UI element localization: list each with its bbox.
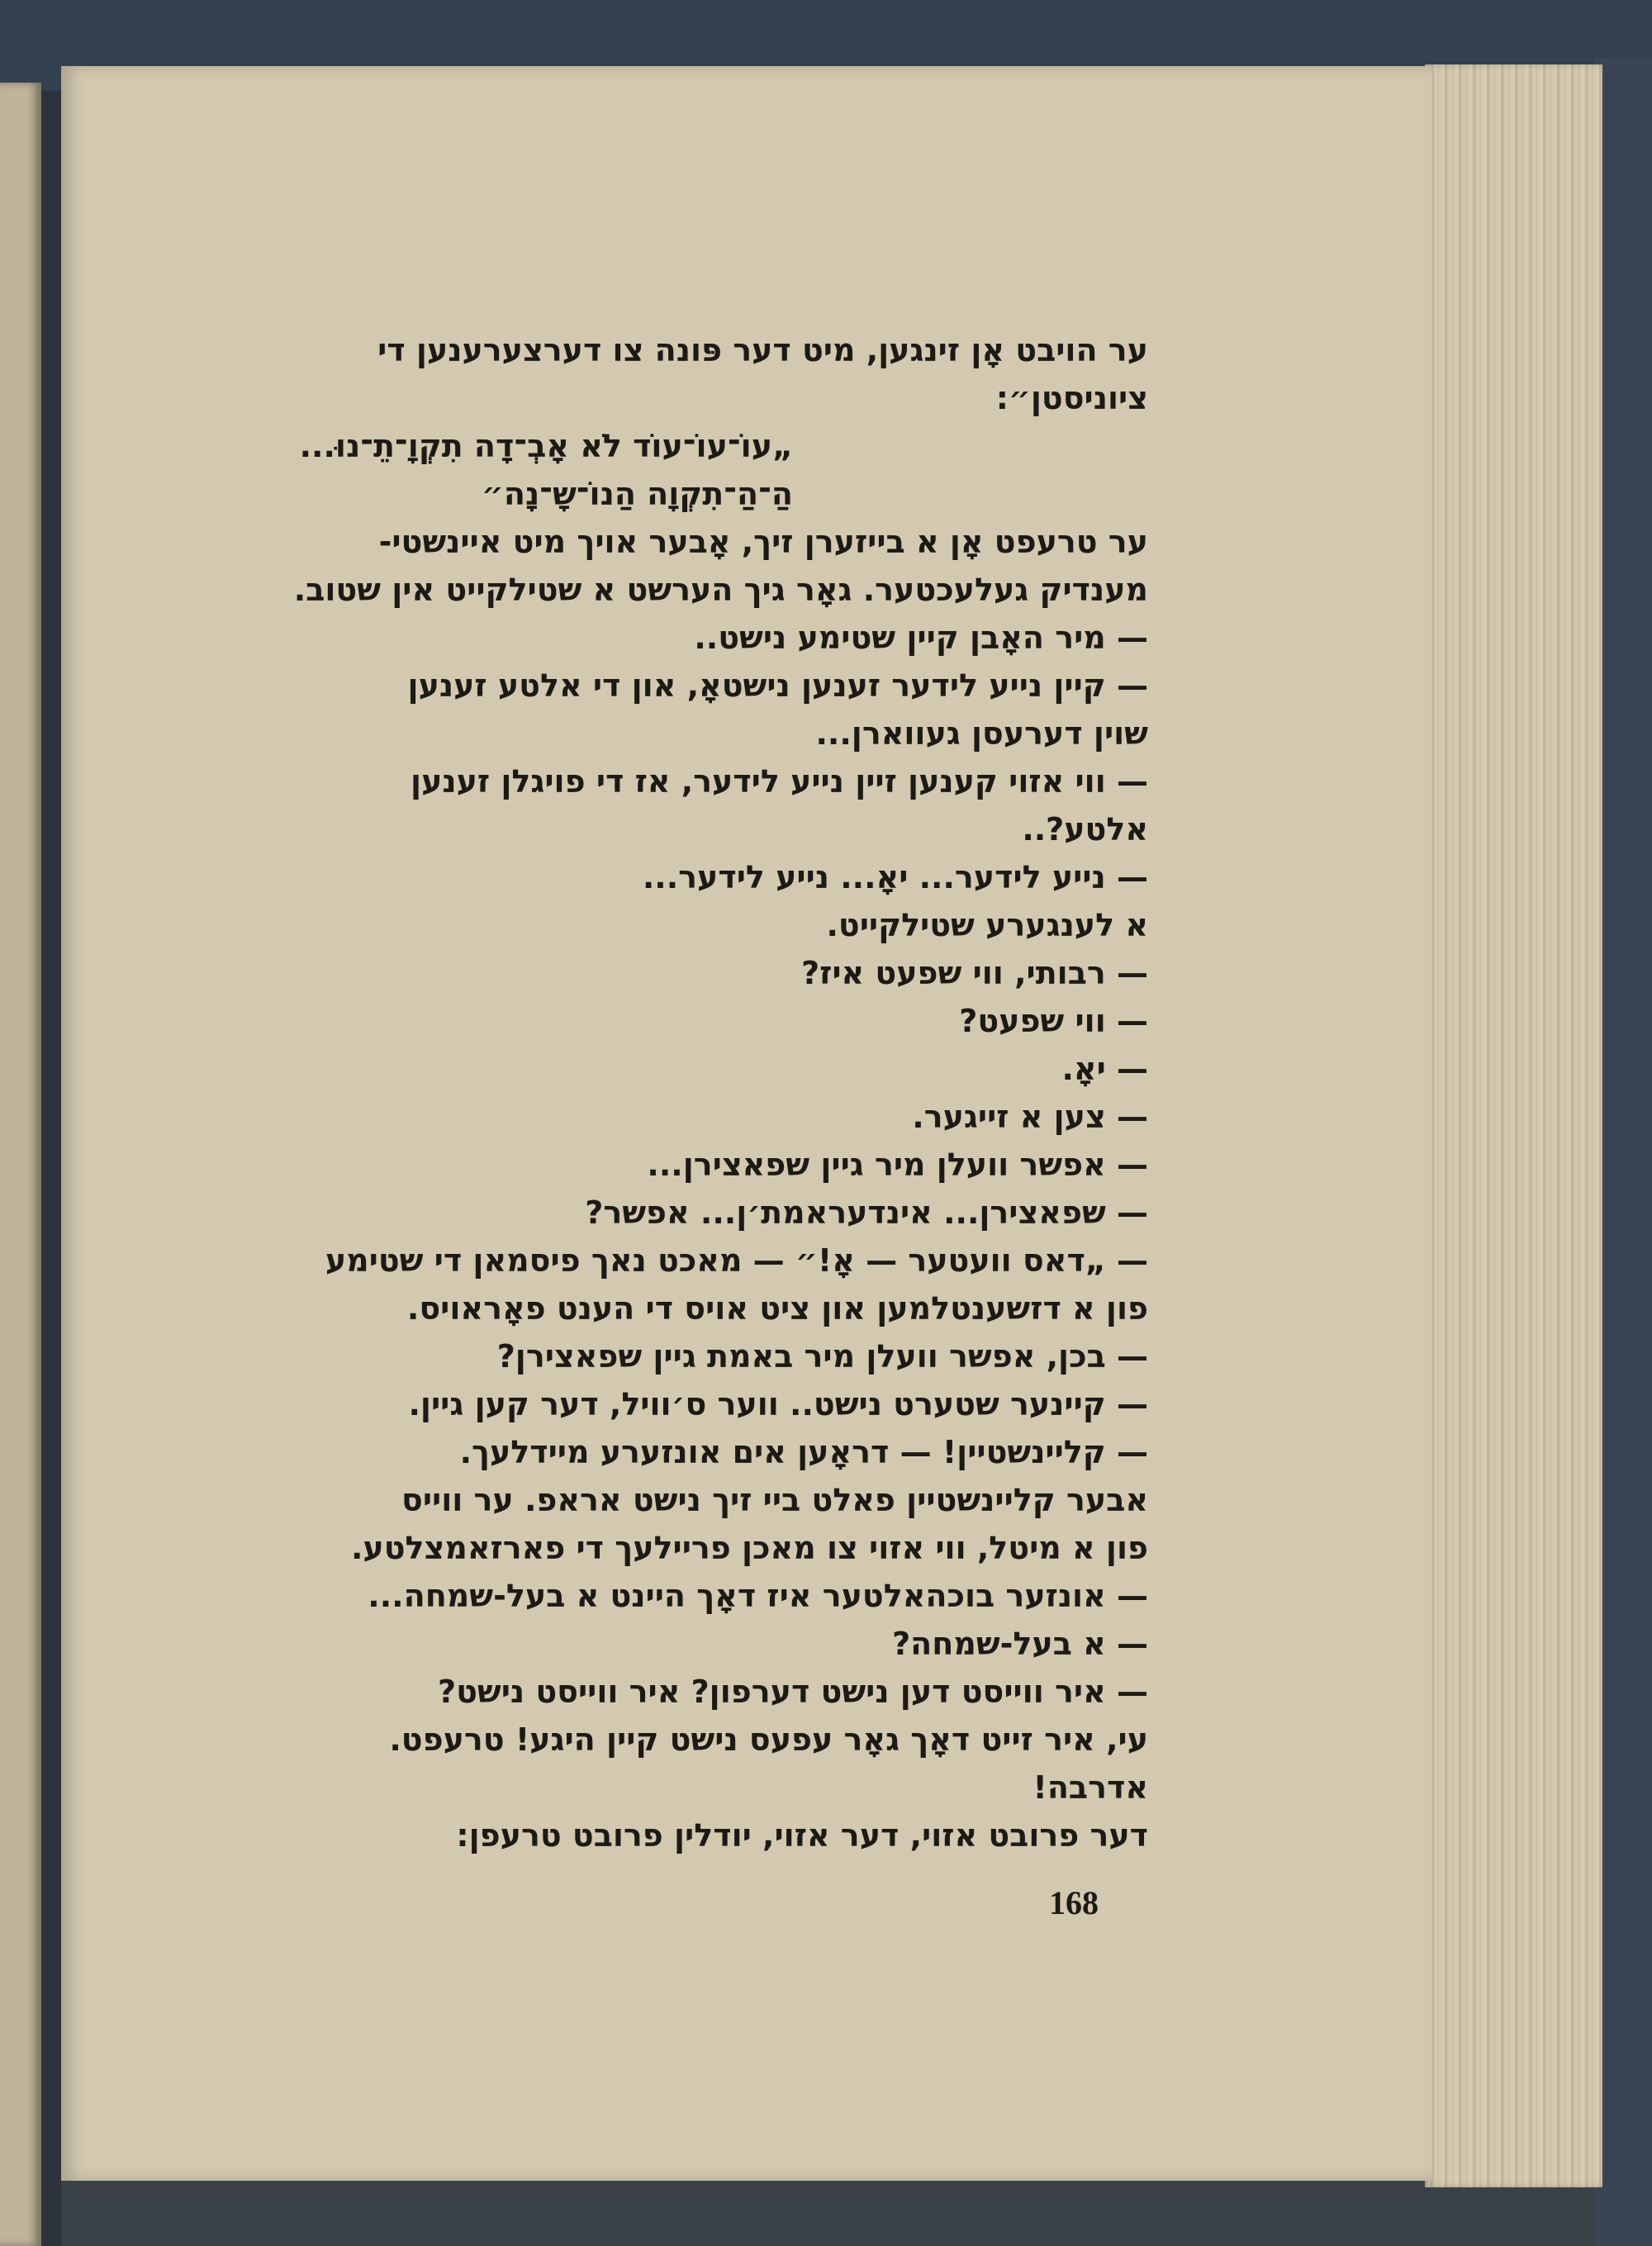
text-line: — נייע לידער... יאָ... נייע לידער...: [642, 859, 1148, 895]
text-line: אלטע?..: [1022, 811, 1148, 848]
text-line: „עוֹ־עוֹ־עוֹד לֹא אָבְ־דָה תִקְוָ־תֵ־נוּ...: [299, 428, 793, 464]
text-line: א לענגערע שטילקייט.: [826, 907, 1148, 943]
text-line: ער הויבט אָן זינגען, מיט דער פּונה צו דערצערענען די: [377, 332, 1148, 368]
text-line: — אונזער בוכהאלטער איז דאָך היינט א בעל-שמחה...: [368, 1578, 1148, 1614]
text-line: ער טרעפט אָן א בייזערן זיך, אָבער אויך מיט איינשטי-: [378, 524, 1148, 560]
text-line: אדרבה!: [1032, 1769, 1148, 1806]
text-line: הַ־הַ־תִקְוָה הַנוֹ־שָ־נָה״: [481, 476, 793, 512]
text-line: — „דאס וועטער — אָ!״ — מאכט נאך פיסמאן די שטימע: [325, 1242, 1148, 1279]
text-line: פון א דזשענטלמען און ציט אויס די הענט פאָראויס.: [406, 1290, 1148, 1327]
text-line: — קיינער שטערט נישט.. ווער ס׳וויל, דער קען גיין.: [408, 1386, 1148, 1422]
page-number: 168: [1049, 1884, 1099, 1921]
text-line: — קיין נייע לידער זענען נישטאָ, און די אלטע זענען: [407, 667, 1148, 704]
left-page-edge: [0, 83, 41, 2246]
text-line: — מיר האָבן קיין שטימע נישט..: [694, 620, 1148, 656]
text-line: — צען א זייגער.: [912, 1099, 1148, 1135]
text-line: — רבותי, ווי שפעט איז?: [801, 955, 1148, 991]
text-line: דער פרובט אזוי, דער אזוי, יודלין פרובט טרעפן:: [456, 1817, 1148, 1854]
page-edges: [1425, 64, 1602, 2187]
text-line: שוין דערעסן געווארן...: [815, 715, 1148, 752]
text-line: — א בעל-שמחה?: [892, 1626, 1148, 1662]
text-line: — ווי אזוי קענען זיין נייע לידער, אז די פויגלן זענען: [411, 763, 1148, 800]
text-line: מענדיק געלעכטער. גאָר גיך הערשט א שטילקייט אין שטוב.: [293, 572, 1148, 608]
text-line: — יאָ.: [1061, 1051, 1148, 1087]
text-line: פון א מיטל, ווי אזוי צו מאכן פריילעך די פארזאמצלטע.: [351, 1530, 1148, 1566]
text-line: — ווי שפעט?: [959, 1003, 1148, 1039]
text-line: — קליינשטיין! — דראָען אים אונזערע מיידלעך.: [459, 1434, 1148, 1470]
page-text: [165, 326, 1148, 1859]
text-line: ציוניסטן״:: [995, 380, 1148, 416]
text-line: — שפאצירן... אינדעראמת׳ן... אפשר?: [585, 1194, 1148, 1231]
book-gutter: [41, 91, 61, 2246]
text-line: אבער קליינשטיין פאלט ביי זיך נישט אראפ. ער ווייס: [401, 1482, 1148, 1518]
text-line: — אפשר וועלן מיר גיין שפאצירן...: [647, 1147, 1148, 1183]
text-line: — איר ווייסט דען נישט דערפון? איר ווייסט נישט?: [438, 1674, 1148, 1710]
text-line: עי, איר זייט דאָך גאָר עפעס נישט קיין היגע! טרעפט.: [389, 1721, 1148, 1758]
book-cover-right: [1594, 58, 1652, 2246]
text-line: — בכן, אפשר וועלן מיר באמת גיין שפאצירן?: [496, 1338, 1148, 1375]
